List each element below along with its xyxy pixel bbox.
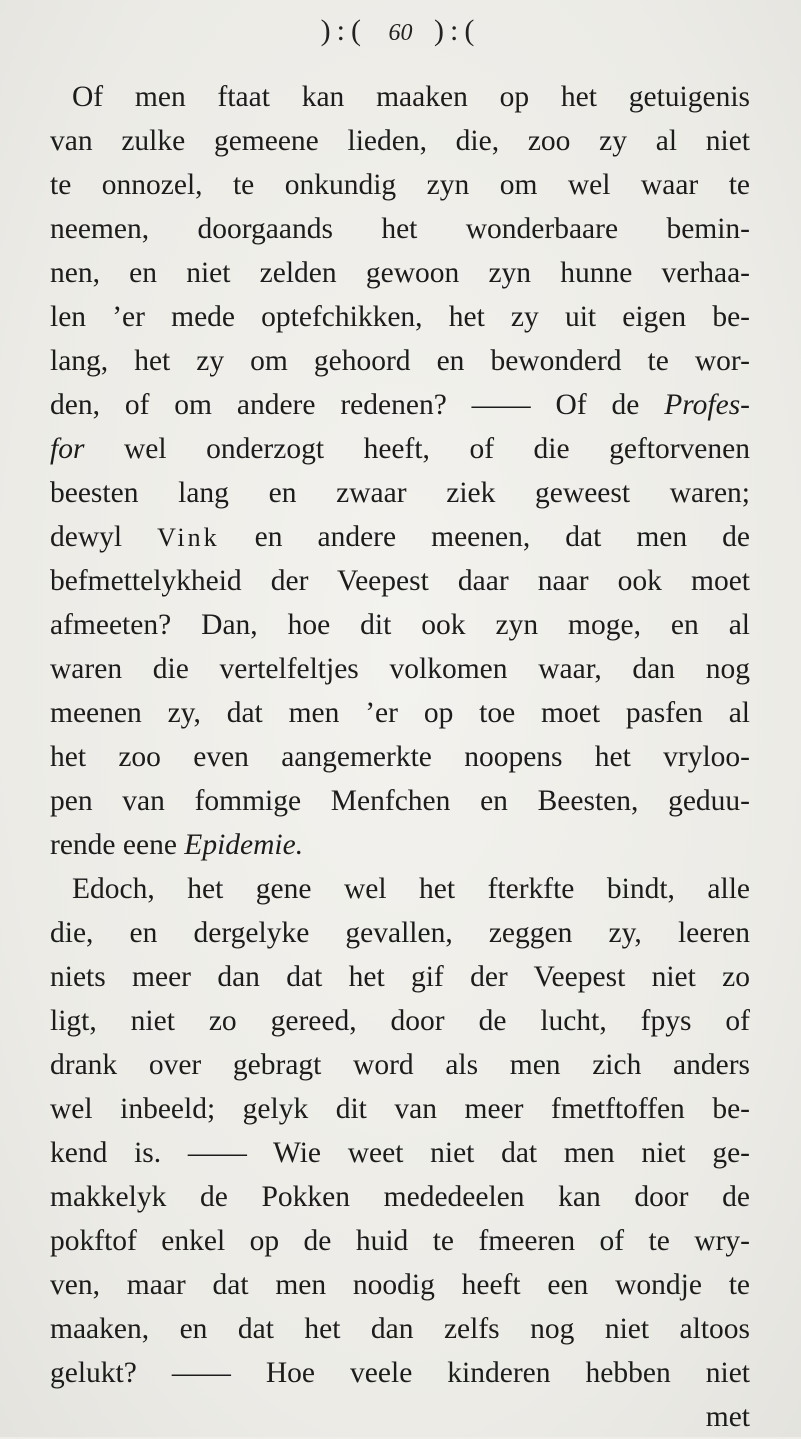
text-line: van zulke gemeene lieden, die, zoo zy al niet xyxy=(50,125,750,157)
text-line: meenen zy, dat men ’er op toe moet pasfen al xyxy=(50,697,750,729)
text-line: pen van fommige Menfchen en Beesten, geduu- xyxy=(50,785,750,817)
header-ornament-right: ):( xyxy=(434,14,481,47)
text-line: ven, maar dat men noodig heeft een wondje te xyxy=(50,1269,750,1301)
text-line: pokftof enkel op de huid te fmeeren of te wry- xyxy=(50,1225,750,1257)
text-line: het zoo even aangemerkte noopens het vryloo- xyxy=(50,741,750,773)
text-line: niets meer dan dat het gif der Veepest niet zo xyxy=(50,961,750,993)
text-fragment: den, of om andere redenen? —— Of de xyxy=(50,389,665,421)
text-line: afmeeten? Dan, hoe dit ook zyn moge, en al xyxy=(50,609,750,641)
text-line: waren die vertelfeltjes volkomen waar, dan nog xyxy=(50,653,750,685)
text-line xyxy=(50,823,750,867)
italic-word: for xyxy=(50,433,85,465)
text-line: drank over gebragt word als men zich anders xyxy=(50,1049,750,1081)
text-line: gelukt? —— Hoe veele kinderen hebben niet xyxy=(50,1357,750,1389)
text-line: beesten lang en zwaar ziek geweest waren; xyxy=(50,477,750,509)
text-line: Edoch, het gene wel het fterkfte bindt, alle xyxy=(72,873,750,905)
page-number: 60 xyxy=(388,20,413,46)
text-line: makkelyk de Pokken mededeelen kan door de xyxy=(50,1181,750,1213)
text-line: wel inbeeld; gelyk dit van meer fmetftoffen be- xyxy=(50,1093,750,1125)
text-line: nen, en niet zelden gewoon zyn hunne verhaa- xyxy=(50,257,750,289)
text-line: lang, het zy om gehoord en bewonderd te wor- xyxy=(50,345,750,377)
body-text xyxy=(50,75,750,1439)
small-caps-name: Vink xyxy=(157,523,220,552)
text-line: kend is. —— Wie weet niet dat men niet ge- xyxy=(50,1137,750,1169)
text-fragment: wel onderzogt heeft, of die geftorvenen xyxy=(123,433,750,465)
text-line: die, en dergelyke gevallen, zeggen zy, leeren xyxy=(50,917,750,949)
text-line: ligt, niet zo gereed, door de lucht, fpys of xyxy=(50,1005,750,1037)
text-fragment: rende eene xyxy=(50,829,185,861)
text-line xyxy=(50,383,750,427)
italic-word: Profes- xyxy=(664,389,750,421)
text-fragment: en andere meenen, dat men de xyxy=(219,521,750,553)
text-line xyxy=(50,427,750,471)
text-line: neemen, doorgaands het wonderbaare bemin- xyxy=(50,213,750,245)
text-line: len ’er mede optefchikken, het zy uit eigen be- xyxy=(50,301,750,333)
text-fragment: dewyl xyxy=(50,521,158,553)
catchword: met xyxy=(705,1401,750,1433)
header-ornament-left: ):( xyxy=(320,14,367,47)
text-line: befmettelykheid der Veepest daar naar ook moet xyxy=(50,565,750,597)
page-header xyxy=(0,14,801,48)
text-line xyxy=(50,515,750,559)
text-line: Of men ftaat kan maaken op het getuigenis xyxy=(72,81,750,113)
text-line: te onnozel, te onkundig zyn om wel waar te xyxy=(50,169,750,201)
text-line: maaken, en dat het dan zelfs nog niet altoos xyxy=(50,1313,750,1345)
italic-word: Epidemie. xyxy=(184,829,304,861)
